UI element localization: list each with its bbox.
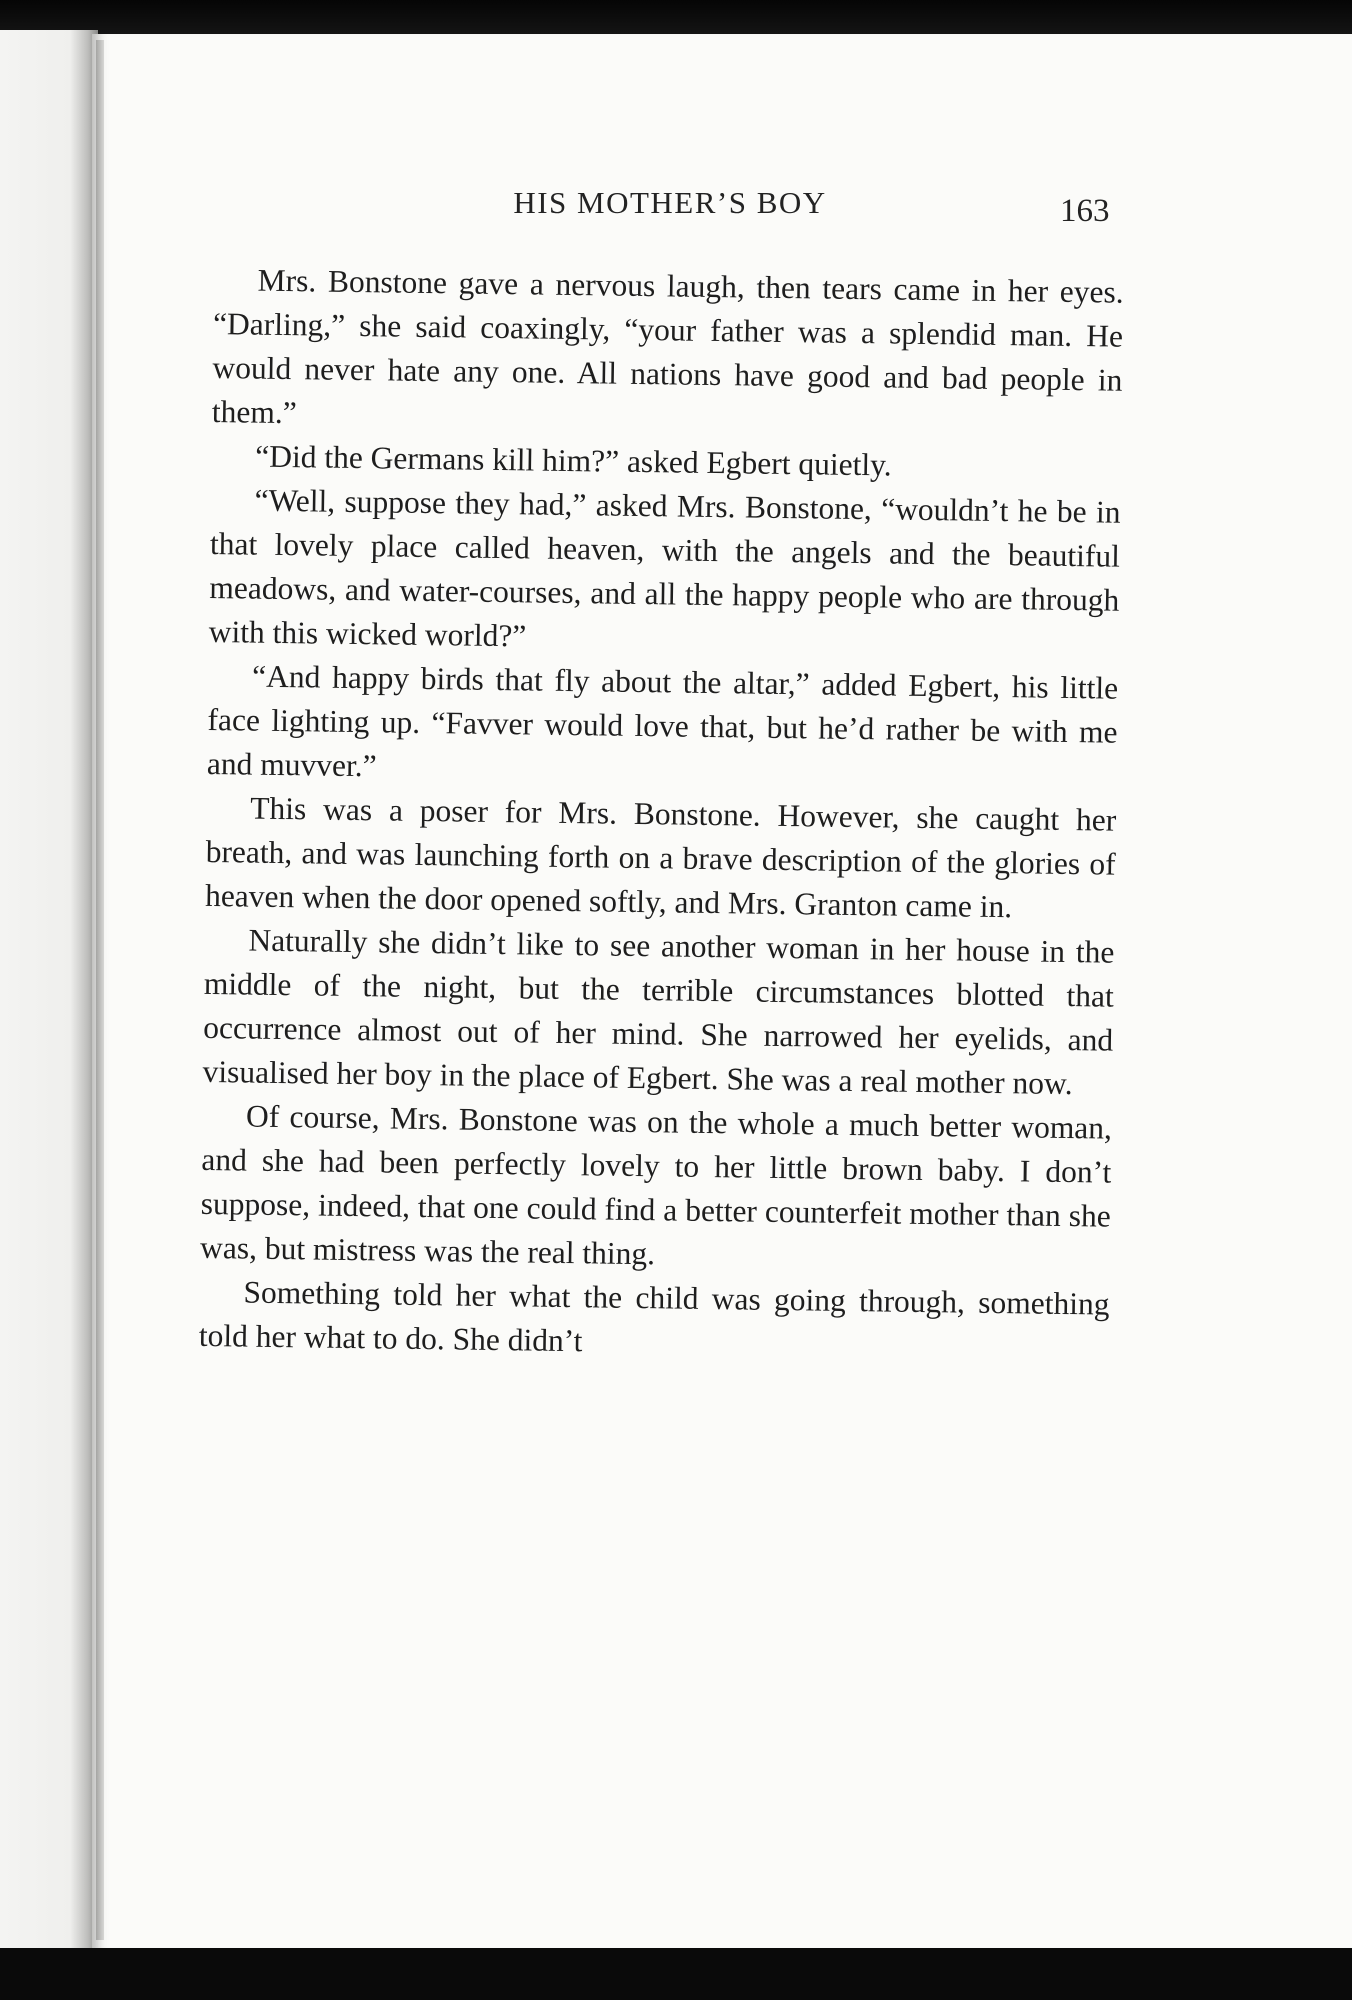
paragraph: “Did the Germans kill him?” asked Egbert quietly.	[254, 438, 892, 483]
previous-page-edge	[0, 30, 98, 1952]
paragraph: This was a poser for Mrs. Bonstone. However, she caught her breath, and was launching forth on a brave description of the glories of heaven when the door opened softly, and Mrs. Granton came in.	[204, 790, 1117, 925]
page-gutter	[96, 40, 104, 1940]
scan-top-edge	[0, 0, 1352, 34]
scan-bottom-edge	[0, 1948, 1352, 2000]
paragraph: Mrs. Bonstone gave a nervous laugh, then tears came in her eyes. “Darling,” she said coaxingly, “your father was a splendid man. He would never hate any one. All nations have good and bad people in them.”	[211, 262, 1124, 431]
page-header	[0, 185, 1352, 235]
paragraph: Something told her what the child was going through, something told her what to do. She didn’t	[198, 1274, 1110, 1359]
page-number: 163	[1060, 193, 1110, 229]
paragraph: “And happy birds that fly about the altar,” added Egbert, his little face lighting up. “Favver would love that, but he’d rather be with me and muvver.”	[206, 658, 1119, 784]
paragraph: Naturally she didn’t like to see another woman in her house in the middle of the night, but the terrible circumstances blotted that occurrence almost out of her mind. She narrowed her eyelids, and visualised her boy in the place of Egbert. She was a real mother now.	[202, 922, 1115, 1102]
paragraph: “Well, suppose they had,” asked Mrs. Bonstone, “wouldn’t he be in that lovely place called heaven, with the angels and the beautiful meadows, and water-courses, and all the happy people who are through with this wicked world?”	[208, 482, 1121, 654]
paragraph: Of course, Mrs. Bonstone was on the whole a much better woman, and she had been perfectly lovely to her little brown baby. I don’t suppose, indeed, that one could find a better counterfeit mother than she was, but mistress was the real thing.	[199, 1098, 1113, 1272]
body-text	[199, 258, 1124, 1371]
running-title: HIS MOTHER’S BOY	[513, 185, 827, 220]
